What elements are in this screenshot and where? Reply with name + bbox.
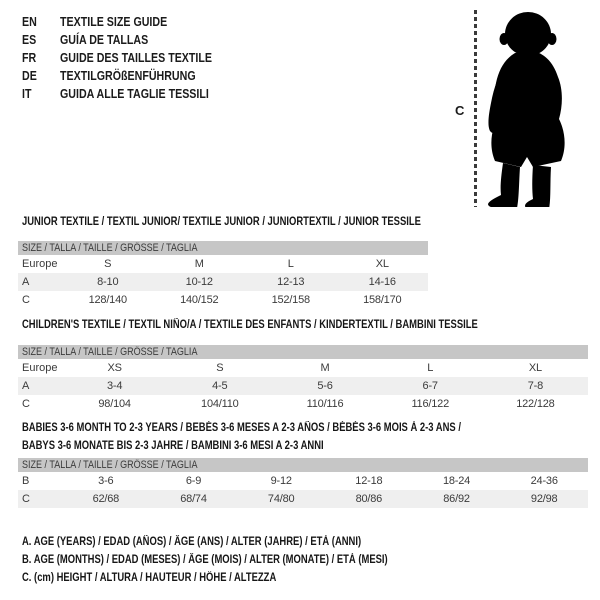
size-header-label: SIZE / TALLA / TAILLE / GRÖSSE / TAGLIA [22,242,198,254]
junior-size-table [18,241,428,309]
age-cell: 10-12 [185,276,213,288]
table-row-height [18,291,428,309]
age-cell: 3-6 [98,475,114,487]
age-cell: 6-9 [185,475,202,487]
height-cell: 128/140 [88,294,127,306]
size-cell: XS [107,362,122,374]
age-cell: 18-24 [442,475,471,487]
height-cell: 152/158 [271,294,310,306]
row-label: Europe [22,362,58,374]
babies-section-title-line1: BABIES 3-6 MONTH TO 2-3 YEARS / BEBÉS 3-6 MESES A 2-3 AÑOS / BÉBÉS 3-6 MOIS À 2-3 ANS / [22,422,461,434]
height-cell: 104/110 [201,398,239,410]
size-cell: S [104,258,112,270]
language-code: ES [22,31,37,47]
age-cell: 12-13 [277,276,305,288]
language-row [22,30,245,48]
size-cell: XL [528,362,542,374]
children-section-title: CHILDREN'S TEXTILE / TEXTIL NIÑO/A / TEXTILE DES ENFANTS / KINDERTEXTIL / BAMBINI TESSILE [22,319,478,331]
height-cell: 140/152 [180,294,219,306]
age-cell: 3-4 [106,380,123,392]
age-cell: 6-7 [422,380,438,392]
height-cell: 68/74 [180,493,207,505]
table-row-age [18,377,588,395]
language-code: EN [22,13,37,29]
row-label: B [22,475,30,487]
height-cell: 92/98 [530,493,558,505]
size-header-label: SIZE / TALLA / TAILLE / GRÖSSE / TAGLIA [22,346,198,358]
language-title: GUIDE DES TAILLES TEXTILE [60,49,213,65]
table-row-age [18,273,428,291]
table-row-height [18,490,588,508]
height-marker-label: C [455,103,465,118]
height-cell: 86/92 [443,493,470,505]
language-title: GUÍA DE TALLAS [60,31,149,47]
size-header-bar [18,458,588,472]
row-label: C [22,294,30,306]
height-dashed-line [474,10,477,207]
table-row-europe [18,255,428,273]
row-label: A [22,380,30,392]
footnote-c: C. (cm) HEIGHT / ALTURA / HAUTEUR / HÖHE / ALTEZZA [22,572,277,584]
language-code: FR [22,49,37,65]
table-row-europe [18,359,588,377]
language-title: GUIDA ALLE TAGLIE TESSILI [60,85,209,101]
footnote-a: A. AGE (YEARS) / EDAD (AÑOS) / ÂGE (ANS) / ALTER (JAHRE) / ETÀ (ANNI) [22,536,362,548]
size-header-bar [18,241,428,255]
size-header-bar [18,345,588,359]
size-cell: M [194,258,204,270]
height-cell: 116/122 [411,398,449,410]
junior-section-title: JUNIOR TEXTILE / TEXTIL JUNIOR/ TEXTILE JUNIOR / JUNIORTEXTIL / JUNIOR TESSILE [22,216,421,228]
row-label: C [22,493,30,505]
height-cell: 74/80 [267,493,295,505]
age-cell: 24-36 [530,475,558,487]
row-label: Europe [22,258,58,270]
height-cell: 62/68 [92,493,120,505]
age-cell: 12-18 [355,475,383,487]
size-cell: S [216,362,224,374]
size-cell: M [320,362,330,374]
height-cell: 122/128 [516,398,555,410]
age-cell: 14-16 [368,276,396,288]
babies-size-table [18,458,588,508]
size-cell: L [427,362,434,374]
baby-silhouette [483,11,571,207]
legend-footnotes [22,533,468,587]
size-header-label: SIZE / TALLA / TAILLE / GRÖSSE / TAGLIA [22,459,198,471]
row-label: A [22,276,30,288]
age-cell: 9-12 [270,475,292,487]
size-cell: XL [375,258,389,270]
language-code: IT [22,85,32,101]
language-title: TEXTILE SIZE GUIDE [60,13,168,29]
language-row [22,84,245,102]
row-label: C [22,398,30,410]
height-cell: 98/104 [98,398,131,410]
language-code: DE [22,67,37,83]
babies-section-title-line2: BABYS 3-6 MONATE BIS 2-3 JAHRE / BAMBINI 3-6 MESI A 2-3 ANNI [22,440,324,452]
language-row [22,48,245,66]
language-title-list [22,12,245,102]
height-cell: 110/116 [306,398,344,410]
language-title: TEXTILGRÖßENFÜHRUNG [60,67,196,83]
children-size-table [18,345,588,413]
age-cell: 4-5 [212,380,228,392]
table-row-age-months [18,472,588,490]
size-cell: L [287,258,294,270]
footnote-b: B. AGE (MONTHS) / EDAD (MESES) / ÂGE (MOIS) / ALTER (MONATE) / ETÀ (MESI) [22,554,388,566]
age-cell: 7-8 [527,380,544,392]
age-cell: 5-6 [317,380,333,392]
age-cell: 8-10 [97,276,119,288]
table-row-height [18,395,588,413]
height-cell: 80/86 [355,493,383,505]
language-row [22,12,245,30]
height-cell: 158/170 [363,294,402,306]
language-row [22,66,245,84]
